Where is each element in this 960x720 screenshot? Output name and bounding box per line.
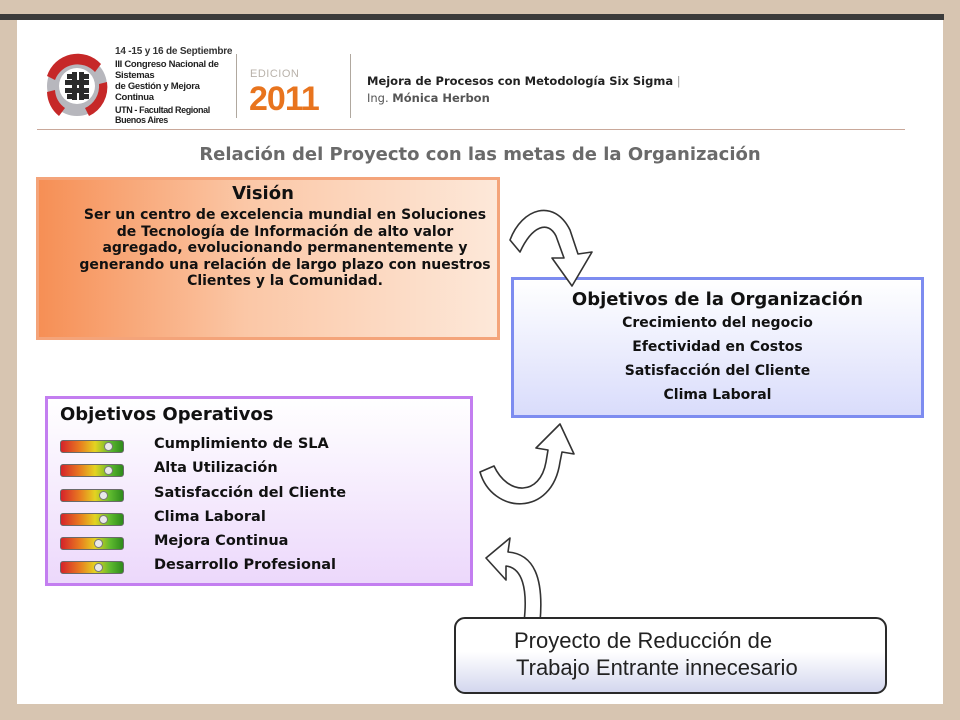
slide <box>17 20 943 704</box>
gauge-icon <box>60 513 124 526</box>
operative-objective-label: Cumplimiento de SLA <box>154 436 329 452</box>
conference-info <box>115 46 235 125</box>
gauge-knob <box>94 539 103 548</box>
gauge-icon <box>60 537 124 550</box>
edition-year: 2011 <box>249 80 319 118</box>
operative-objectives-box <box>45 396 473 586</box>
operative-objective-label: Alta Utilización <box>154 460 278 476</box>
org-objective-item: Clima Laboral <box>663 387 772 403</box>
slide-title: Relación del Proyecto con las metas de la Organización <box>199 144 761 165</box>
org-objectives-title: Objetivos de la Organización <box>571 289 864 310</box>
operative-objective-label: Mejora Continua <box>154 533 289 549</box>
gauge-icon <box>60 489 124 502</box>
operative-objective-row <box>60 436 460 460</box>
conference-line1: III Congreso Nacional de Sistemas <box>115 59 219 81</box>
org-objective-item: Satisfacción del Cliente <box>624 363 811 379</box>
utn-logo-icon <box>39 46 119 122</box>
presenter-prefix: Ing. <box>367 91 389 105</box>
header-rule <box>37 129 905 130</box>
org-objective-item: Crecimiento del negocio <box>622 315 813 331</box>
project-line2: Trabajo Entrante innecesario <box>516 655 798 680</box>
gauge-icon <box>60 561 124 574</box>
gauge-icon <box>60 464 124 477</box>
header-divider <box>236 54 237 118</box>
gauge-knob <box>99 515 108 524</box>
gauge-knob <box>104 442 113 451</box>
conference-line3: UTN - Facultad Regional Buenos Aires <box>115 105 210 125</box>
operative-objective-row <box>60 509 460 533</box>
gauge-knob <box>99 491 108 500</box>
gauge-icon <box>60 440 124 453</box>
presentation-header <box>367 73 681 107</box>
vision-body: Ser un centro de excelencia mundial en Soluciones de Tecnología de Información de alto valor agregado, evolucionando permanentemente y generando una relación de largo plazo con nuestros Clientes y la Comunidad. <box>79 207 491 289</box>
curved-arrow-icon <box>504 200 600 292</box>
operative-objective-label: Clima Laboral <box>154 509 266 525</box>
operative-objective-row <box>60 533 460 557</box>
header-divider-2 <box>350 54 351 118</box>
vision-box <box>36 177 500 340</box>
gauge-knob <box>104 466 113 475</box>
curved-arrow-icon <box>474 422 602 514</box>
presentation-title: Mejora de Procesos con Metodología Six Sigma <box>367 74 674 88</box>
operative-objective-row <box>60 557 460 581</box>
gauge-knob <box>94 563 103 572</box>
org-objective-item: Efectividad en Costos <box>632 339 803 355</box>
vision-title: Visión <box>232 183 294 204</box>
edition-label: EDICION <box>250 68 300 80</box>
presenter-name: Mónica Herbon <box>392 91 490 105</box>
operative-objective-label: Satisfacción del Cliente <box>154 485 347 501</box>
conference-dates: 14 -15 y 16 de Septiembre <box>115 46 233 57</box>
header-separator: | <box>676 74 681 88</box>
operative-objective-row <box>60 460 460 484</box>
operative-objective-label: Desarrollo Profesional <box>154 557 337 573</box>
org-objectives-box <box>511 277 924 418</box>
project-box <box>454 617 887 694</box>
project-line1: Proyecto de Reducción de <box>514 628 773 653</box>
operative-objectives-title: Objetivos Operativos <box>60 404 274 425</box>
curved-arrow-icon <box>484 534 546 626</box>
operative-objective-row <box>60 485 460 509</box>
conference-line2: de Gestión y Mejora Continua <box>115 81 200 103</box>
